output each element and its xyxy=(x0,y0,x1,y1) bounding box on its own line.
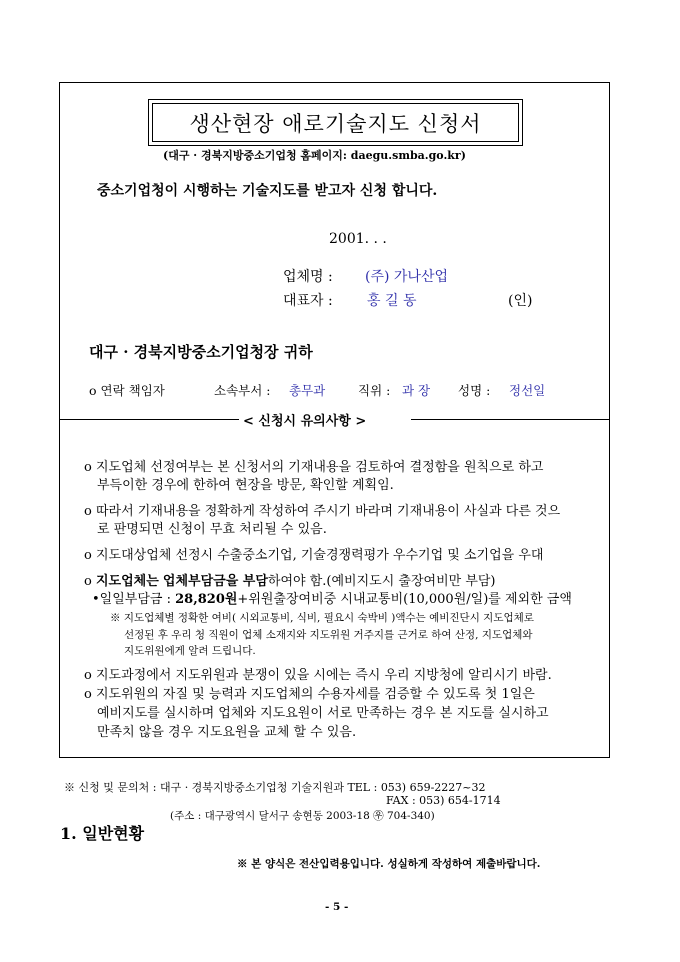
notice-rule-right xyxy=(411,419,609,420)
notice-item: o 지도업체 선정여부는 본 신청서의 기재내용을 검토하여 결정함을 원칙으로 하고 xyxy=(84,460,544,475)
dept-value: 총무과 xyxy=(289,383,326,398)
notice-item: o 지도대상업체 선정시 수출중소기업, 기술경쟁력평가 우수기업 및 소기업을 우대 xyxy=(84,548,544,563)
addressee: 대구 · 경북지방중소기업청장 귀하 xyxy=(89,343,313,361)
expense-note: 선정된 후 우리 청 직원이 업체 소재지와 지도위원 거주지를 근거로 하여 산정, 지도업체와 xyxy=(124,629,533,641)
daily-burden xyxy=(92,588,572,607)
contact-label: o 연락 책임자 xyxy=(89,383,165,398)
computer-entry-note: ※ 본 양식은 전산입력용입니다. 성실하게 작성하여 제출바랍니다. xyxy=(237,858,541,870)
form-title: 생산현장 애로기술지도 신청서 xyxy=(152,103,519,142)
expense-note: ※ 지도업체별 정확한 여비( 시외교통비, 식비, 필요시 숙박비 )액수는 예비진단시 지도업체로 xyxy=(110,612,534,624)
notice-rule-left xyxy=(60,419,239,420)
name-value: 정선일 xyxy=(509,383,546,398)
page-number: - 5 - xyxy=(325,901,349,913)
section-heading: 1. 일반현황 xyxy=(60,824,145,843)
company-value: (주) 가나산업 xyxy=(365,269,448,285)
company-label: 업체명 : xyxy=(283,269,333,285)
burden-bold-1: 지도업체는 xyxy=(95,574,159,589)
application-date: 2001. . . xyxy=(329,231,387,247)
rep-value: 홍 길 동 xyxy=(367,293,417,309)
burden-prefix: o xyxy=(84,574,96,589)
burden-bold-2: 업체부담금을 부담 xyxy=(162,574,268,589)
address-info: (주소 : 대구광역시 달서구 송현동 2003-18 ㉾ 704-340) xyxy=(170,810,435,822)
dept-label: 소속부서 : xyxy=(214,383,271,398)
notice-item: 로 판명되면 신청이 무효 처리될 수 있음. xyxy=(97,522,327,537)
inquiry-info: ※ 신청 및 문의처 : 대구 · 경북지방중소기업청 기술지원과 TEL : 053) 659-2227~32 xyxy=(64,781,486,794)
position-value: 과 장 xyxy=(402,383,431,398)
name-label: 성명 : xyxy=(458,383,491,398)
notice-item: o 지도위원의 자질 및 능력과 지도업체의 수용자세를 검증할 수 있도록 첫 1일은 xyxy=(84,687,535,702)
burden-rest: 하여야 함.(예비지도시 출장여비만 부담) xyxy=(267,574,496,589)
notice-item: o 지도과정에서 지도위원과 분쟁이 있을 시에는 즉시 우리 지방청에 알리시기 바람. xyxy=(84,668,552,683)
notice-item: 예비지도를 실시하며 업체와 지도요원이 서로 만족하는 경우 본 지도를 실시하고 xyxy=(97,706,549,721)
notice-heading: < 신청시 유의사항 > xyxy=(243,414,367,429)
fax-info: FAX : 053) 654-1714 xyxy=(386,794,501,807)
form-subtitle: (대구 · 경북지방중소기업청 홈페이지: daegu.smba.go.kr) xyxy=(163,149,466,162)
position-label: 직위 : xyxy=(358,383,391,398)
expense-note: 지도위원에게 알려 드립니다. xyxy=(124,645,256,657)
seal-mark: (인) xyxy=(508,293,533,309)
notice-item: 부득이한 경우에 한하여 현장을 방문, 확인할 계획임. xyxy=(97,478,394,493)
daily-burden-label: •일일부담금 : xyxy=(92,592,176,607)
burden-notice xyxy=(84,570,496,589)
daily-burden-rest: +위원출장여비중 시내교통비(10,000원/일)를 제외한 금액 xyxy=(237,592,572,607)
rep-label: 대표자 : xyxy=(283,293,333,309)
notice-item: 만족치 않을 경우 지도요원을 교체 할 수 있음. xyxy=(97,725,357,740)
notice-item: o 따라서 기재내용을 정확하게 작성하여 주시기 바라며 기재내용이 사실과 다른 것으 xyxy=(84,504,561,519)
title-box xyxy=(148,99,523,146)
application-statement: 중소기업청이 시행하는 기술지도를 받고자 신청 합니다. xyxy=(97,183,438,199)
daily-burden-amount: 28,820원 xyxy=(175,592,238,607)
